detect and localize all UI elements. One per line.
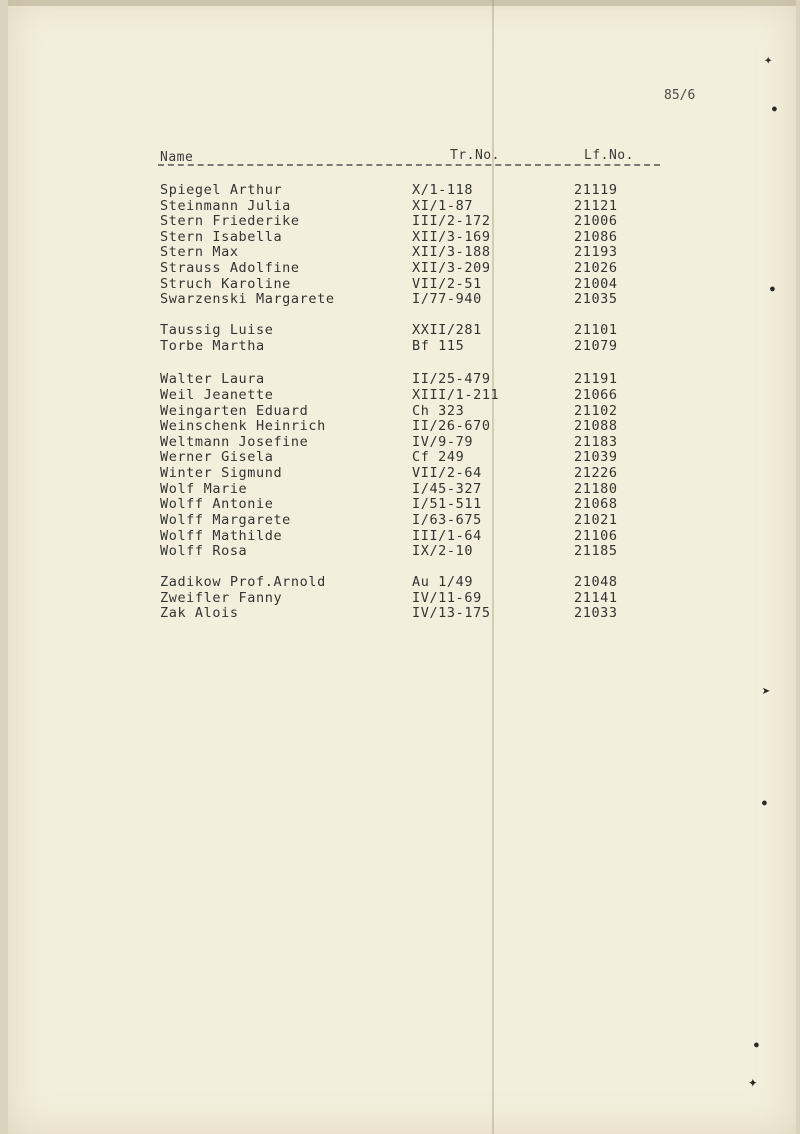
entry-name: Walter Laura <box>160 371 265 387</box>
entry-lf-no: 21004 <box>574 276 618 292</box>
header-name: Name <box>160 150 194 165</box>
entry-tr-no: I/77-940 <box>412 291 482 307</box>
dot-mark-icon: ● <box>770 284 775 293</box>
entry-lf-no: 21193 <box>574 244 618 260</box>
entry-tr-no: I/45-327 <box>412 481 482 497</box>
entry-name: Zak Alois <box>160 605 239 621</box>
dot-mark-icon: ● <box>754 1040 759 1049</box>
entry-name: Torbe Martha <box>160 338 265 354</box>
entry-lf-no: 21035 <box>574 291 618 307</box>
entry-lf-no: 21119 <box>574 182 618 198</box>
dot-mark-icon: ● <box>772 104 777 113</box>
entry-name: Wolff Margarete <box>160 512 291 528</box>
entry-tr-no: X/1-118 <box>412 182 474 198</box>
entry-name: Strauss Adolfine <box>160 260 300 276</box>
entry-name: Stern Max <box>160 244 239 260</box>
entry-lf-no: 21033 <box>574 605 618 621</box>
entry-tr-no: IV/9-79 <box>412 434 474 450</box>
entry-name: Taussig Luise <box>160 322 274 338</box>
entry-lf-no: 21141 <box>574 590 618 606</box>
entry-tr-no: XI/1-87 <box>412 198 474 214</box>
entry-lf-no: 21006 <box>574 213 618 229</box>
entry-lf-no: 21101 <box>574 322 618 338</box>
entry-lf-no: 21185 <box>574 543 618 559</box>
entry-tr-no: III/1-64 <box>412 528 482 544</box>
entry-lf-no: 21183 <box>574 434 618 450</box>
entry-name: Wolff Antonie <box>160 496 274 512</box>
entry-lf-no: 21086 <box>574 229 618 245</box>
entry-name: Wolf Marie <box>160 481 248 497</box>
entry-tr-no: III/2-172 <box>412 213 491 229</box>
entry-name: Stern Friederike <box>160 213 300 229</box>
entry-name: Zadikow Prof.Arnold <box>160 574 326 590</box>
entry-tr-no: I/51-511 <box>412 496 482 512</box>
entry-name: Wolff Mathilde <box>160 528 283 544</box>
entry-tr-no: XXII/281 <box>412 322 482 338</box>
entry-lf-no: 21121 <box>574 198 618 214</box>
header-lf-no: Lf.No. <box>584 148 634 163</box>
pin-mark-icon: ✦ <box>764 52 773 68</box>
entry-tr-no: IX/2-10 <box>412 543 474 559</box>
entry-lf-no: 21088 <box>574 418 618 434</box>
entry-lf-no: 21106 <box>574 528 618 544</box>
entry-tr-no: VII/2-51 <box>412 276 482 292</box>
document-page <box>8 0 796 1134</box>
pin-mark-icon: ➤ <box>762 684 771 700</box>
entry-lf-no: 21026 <box>574 260 618 276</box>
page-number: 85/6 <box>664 88 696 103</box>
entry-name: Steinmann Julia <box>160 198 291 214</box>
top-edge-shadow <box>8 0 796 6</box>
entry-tr-no: VII/2-64 <box>412 465 482 481</box>
entry-name: Struch Karoline <box>160 276 291 292</box>
entry-lf-no: 21021 <box>574 512 618 528</box>
entry-tr-no: Cf 249 <box>412 449 465 465</box>
entry-tr-no: Bf 115 <box>412 338 465 354</box>
entry-tr-no: Ch 323 <box>412 403 465 419</box>
entry-lf-no: 21066 <box>574 387 618 403</box>
entry-name: Spiegel Arthur <box>160 182 283 198</box>
dot-mark-icon: ● <box>762 798 767 807</box>
entry-tr-no: II/26-670 <box>412 418 491 434</box>
entry-name: Weinschenk Heinrich <box>160 418 326 434</box>
pin-mark-icon: ✦ <box>748 1072 758 1091</box>
entry-lf-no: 21180 <box>574 481 618 497</box>
entry-lf-no: 21068 <box>574 496 618 512</box>
entry-tr-no: II/25-479 <box>412 371 491 387</box>
entry-tr-no: XII/3-188 <box>412 244 491 260</box>
entry-name: Wolff Rosa <box>160 543 248 559</box>
entry-tr-no: I/63-675 <box>412 512 482 528</box>
entry-lf-no: 21191 <box>574 371 618 387</box>
entry-tr-no: Au 1/49 <box>412 574 474 590</box>
entry-lf-no: 21039 <box>574 449 618 465</box>
entry-tr-no: IV/11-69 <box>412 590 482 606</box>
fold-crease <box>492 0 494 1134</box>
entry-name: Zweifler Fanny <box>160 590 283 606</box>
entry-lf-no: 21226 <box>574 465 618 481</box>
entry-tr-no: IV/13-175 <box>412 605 491 621</box>
entry-name: Stern Isabella <box>160 229 283 245</box>
entry-name: Weingarten Eduard <box>160 403 309 419</box>
entry-lf-no: 21048 <box>574 574 618 590</box>
entry-tr-no: XIII/1-211 <box>412 387 500 403</box>
header-tr-no: Tr.No. <box>450 148 500 163</box>
entry-lf-no: 21079 <box>574 338 618 354</box>
entry-lf-no: 21102 <box>574 403 618 419</box>
entry-name: Weil Jeanette <box>160 387 274 403</box>
entry-tr-no: XII/3-169 <box>412 229 491 245</box>
entry-name: Werner Gisela <box>160 449 274 465</box>
header-divider <box>158 164 660 166</box>
entry-name: Winter Sigmund <box>160 465 283 481</box>
entry-tr-no: XII/3-209 <box>412 260 491 276</box>
entry-name: Weltmann Josefine <box>160 434 309 450</box>
entry-name: Swarzenski Margarete <box>160 291 335 307</box>
